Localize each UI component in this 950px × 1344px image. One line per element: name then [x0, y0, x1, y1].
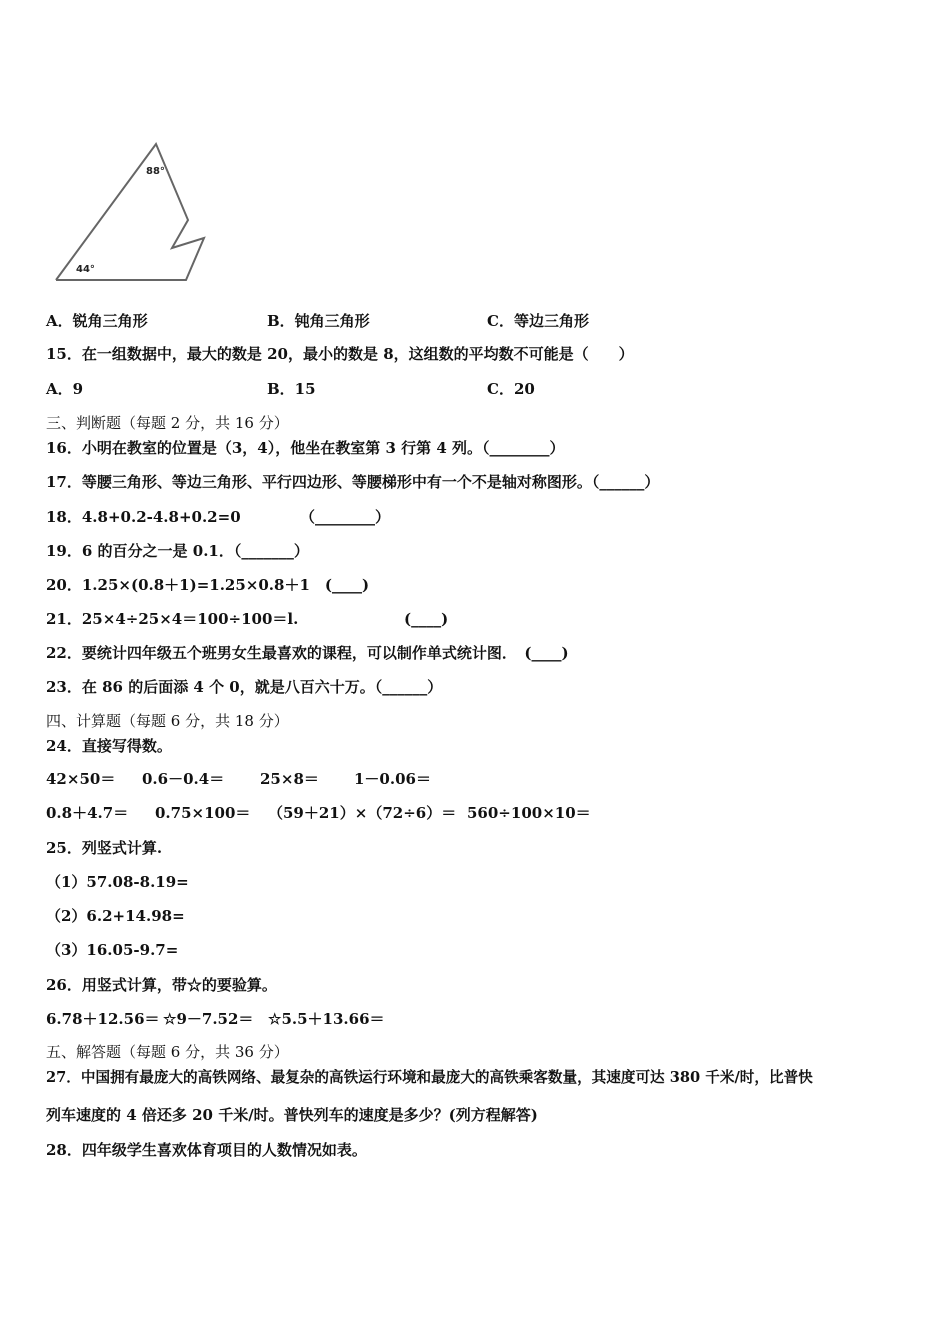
angle-top-label: 88° [146, 166, 165, 177]
q15-option-c[interactable]: C．20 [487, 380, 535, 398]
q24-question: 24．直接写得数。 [46, 737, 172, 755]
q14-option-b[interactable]: B．钝角三角形 [267, 312, 370, 330]
q24-item: （59＋21）×（72÷6）＝ [268, 804, 457, 822]
q24-item: 560÷100×10＝ [467, 804, 591, 822]
q20-question: 20．1.25×(0.8＋1)=1.25×0.8＋1 (____) [46, 576, 370, 594]
figure-outline [56, 144, 204, 280]
q15-option-b[interactable]: B．15 [267, 380, 316, 398]
q16-question: 16．小明在教室的位置是（3，4），他坐在教室第 3 行第 4 列。（________） [46, 439, 565, 457]
quadrilateral-figure [52, 138, 212, 288]
q15-question: 15．在一组数据中，最大的数是 20，最小的数是 8，这组数的平均数不可能是（ ） [46, 345, 634, 363]
q14-option-a[interactable]: A．锐角三角形 [46, 312, 148, 330]
q26-item: 6.78＋12.56＝ [46, 1010, 160, 1028]
q24-item: 0.6－0.4＝ [142, 770, 225, 788]
q14-option-c[interactable]: C．等边三角形 [487, 312, 589, 330]
q24-item: 25×8＝ [260, 770, 319, 788]
section-4-heading: 四、计算题（每题 6 分，共 18 分） [46, 712, 289, 730]
q23-question: 23．在 86 的后面添 4 个 0，就是八百六十万。（______） [46, 678, 443, 696]
q24-item: 0.8＋4.7＝ [46, 804, 129, 822]
q25-question: 25．列竖式计算. [46, 839, 163, 857]
q15-option-a[interactable]: A．9 [46, 380, 84, 398]
q24-item: 1－0.06＝ [354, 770, 431, 788]
q24-item: 0.75×100＝ [155, 804, 251, 822]
angle-bottom-label: 44° [76, 264, 95, 275]
section-3-heading: 三、判断题（每题 2 分，共 16 分） [46, 414, 289, 432]
q21-question: 21．25×4÷25×4＝100÷100＝l. [46, 610, 299, 628]
q18-answer-blank[interactable]: （________） [300, 508, 391, 526]
q24-item: 42×50＝ [46, 770, 116, 788]
q27-question-line2: 列车速度的 4 倍还多 20 千米/时。普快列车的速度是多少？(列方程解答) [46, 1106, 538, 1124]
q25-item: （1）57.08-8.19= [46, 873, 189, 891]
q26-item: ☆9－7.52＝ [163, 1010, 254, 1028]
q28-question: 28．四年级学生喜欢体育项目的人数情况如表。 [46, 1141, 367, 1159]
section-5-heading: 五、解答题（每题 6 分，共 36 分） [46, 1043, 289, 1061]
q27-question-line1: 27．中国拥有最庞大的高铁网络、最复杂的高铁运行环境和最庞大的高铁乘客数量，其速度可达 380 千米/时，比普快 [46, 1069, 813, 1086]
q18-question: 18．4.8+0.2-4.8+0.2=0 [46, 508, 241, 526]
q22-question: 22．要统计四年级五个班男女生最喜欢的课程，可以制作单式统计图． (____) [46, 644, 569, 662]
q19-question: 19．6 的百分之一是 0.1．（_______） [46, 542, 309, 560]
q21-answer-blank[interactable]: (____) [404, 610, 449, 628]
q25-item: （3）16.05-9.7= [46, 941, 179, 959]
q26-question: 26．用竖式计算，带☆的要验算。 [46, 976, 277, 994]
q25-item: （2）6.2+14.98= [46, 907, 185, 925]
q26-item: ☆5.5＋13.66＝ [268, 1010, 385, 1028]
q17-question: 17．等腰三角形、等边三角形、平行四边形、等腰梯形中有一个不是轴对称图形。（______） [46, 473, 660, 491]
